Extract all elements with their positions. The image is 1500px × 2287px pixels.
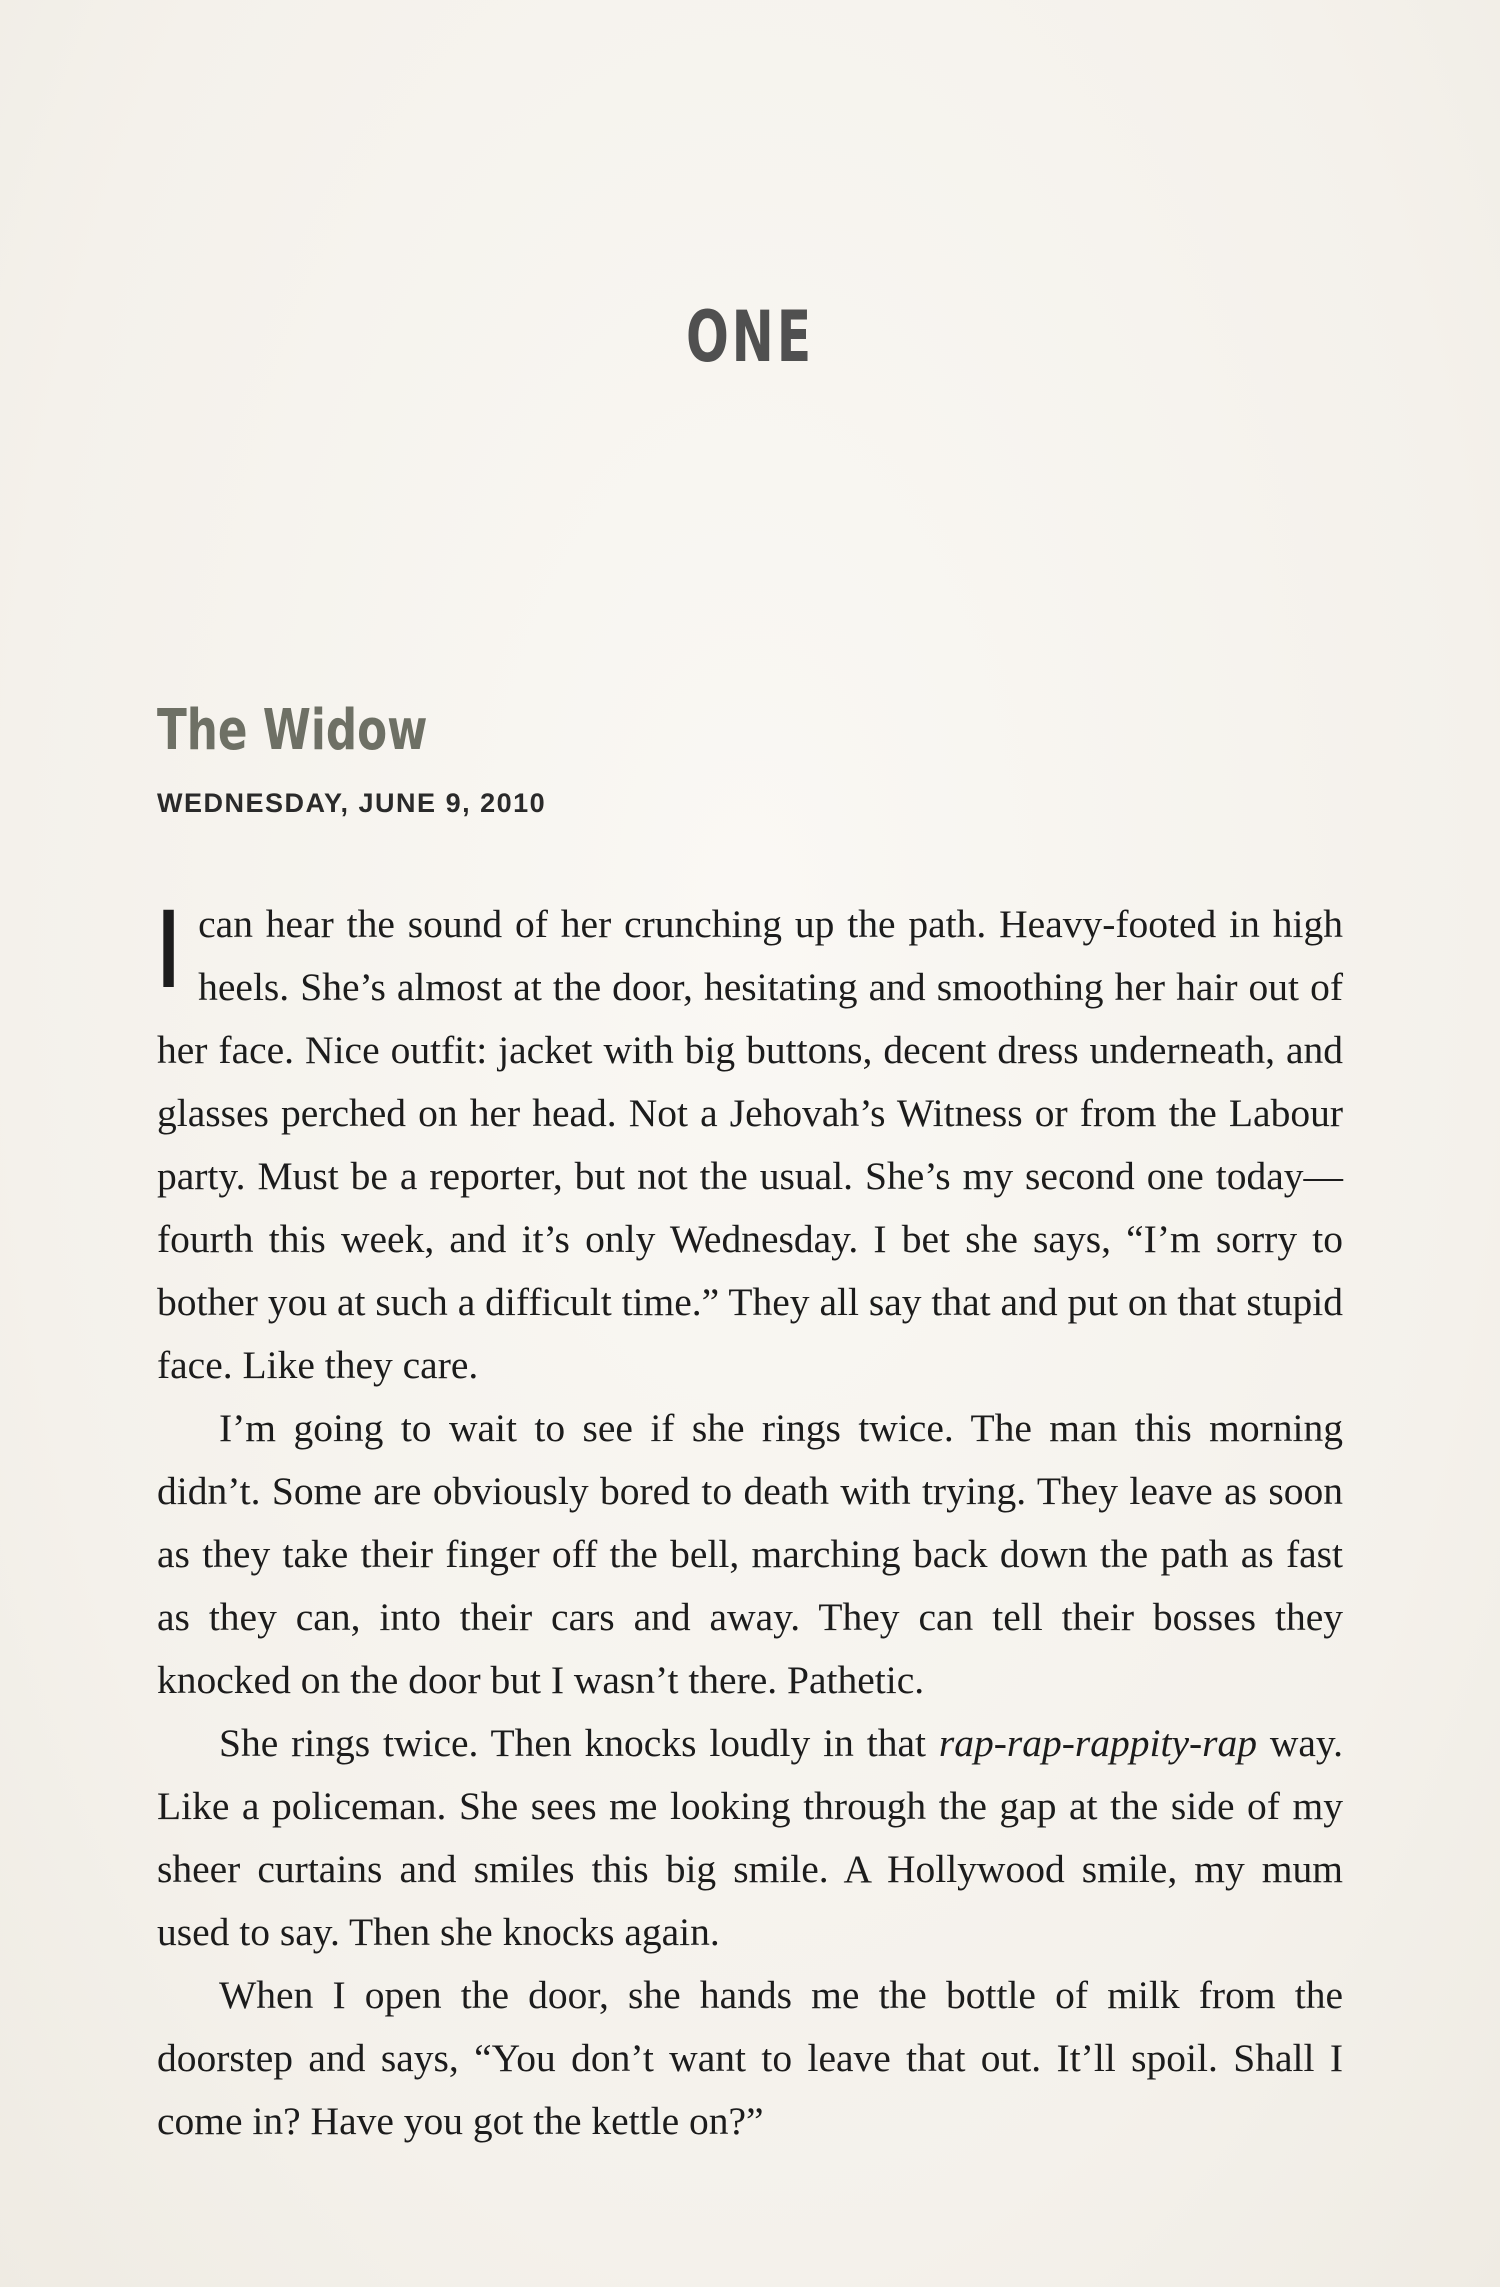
chapter-number: ONE — [685, 296, 815, 378]
paragraph-4: When I open the door, she hands me the bottle of milk from the doorstep and says, “You don’t want to leave that out. It’ll spoil. Shall I come in? Have you got the kettle on?” — [157, 1973, 1343, 2143]
dateline: WEDNESDAY, JUNE 9, 2010 — [157, 788, 547, 818]
section-title: The Widow — [157, 698, 428, 763]
paragraph-3-after: way. Like a policeman. She sees me looking through the gap at the side of my sheer curtains and smiles this big smile. A Hollywood smile, my mum used to say. Then she knocks again. — [157, 1721, 1343, 1954]
paragraph-3 — [157, 1712, 1343, 1964]
drop-cap: I — [153, 886, 185, 1011]
paragraph-1-text: can hear the sound of her crunching up the path. Heavy-footed in high heels. She’s almost at the door, hesitating and smoothing her hair out of her face. Nice outfit: jacket with big buttons, decent dress underneath, and glasses perched on her head. Not a Jehovah’s Witness or from the Labour party. Must be a reporter, but not the usual. She’s my second one today—fourth this week, and it’s only Wednesday. I bet she says, “I’m sorry to bother you at such a difficult time.” They all say that and put on that stupid face. Like they care. — [157, 902, 1343, 1387]
body-text — [153, 886, 1343, 2153]
paragraph-2: I’m going to wait to see if she rings twice. The man this morning didn’t. Some are obviously bored to death with trying. They leave as soon as they take their finger off the bell, marching back down the path as fast as they can, into their cars and away. They can tell their bosses they knocked on the door but I wasn’t there. Pathetic. — [157, 1406, 1343, 1702]
paragraph-3-before: She rings twice. Then knocks loudly in that — [219, 1721, 939, 1765]
paragraph-3-italic: rap-rap-rappity-rap — [938, 1721, 1258, 1765]
paragraph-1 — [153, 886, 1343, 1397]
